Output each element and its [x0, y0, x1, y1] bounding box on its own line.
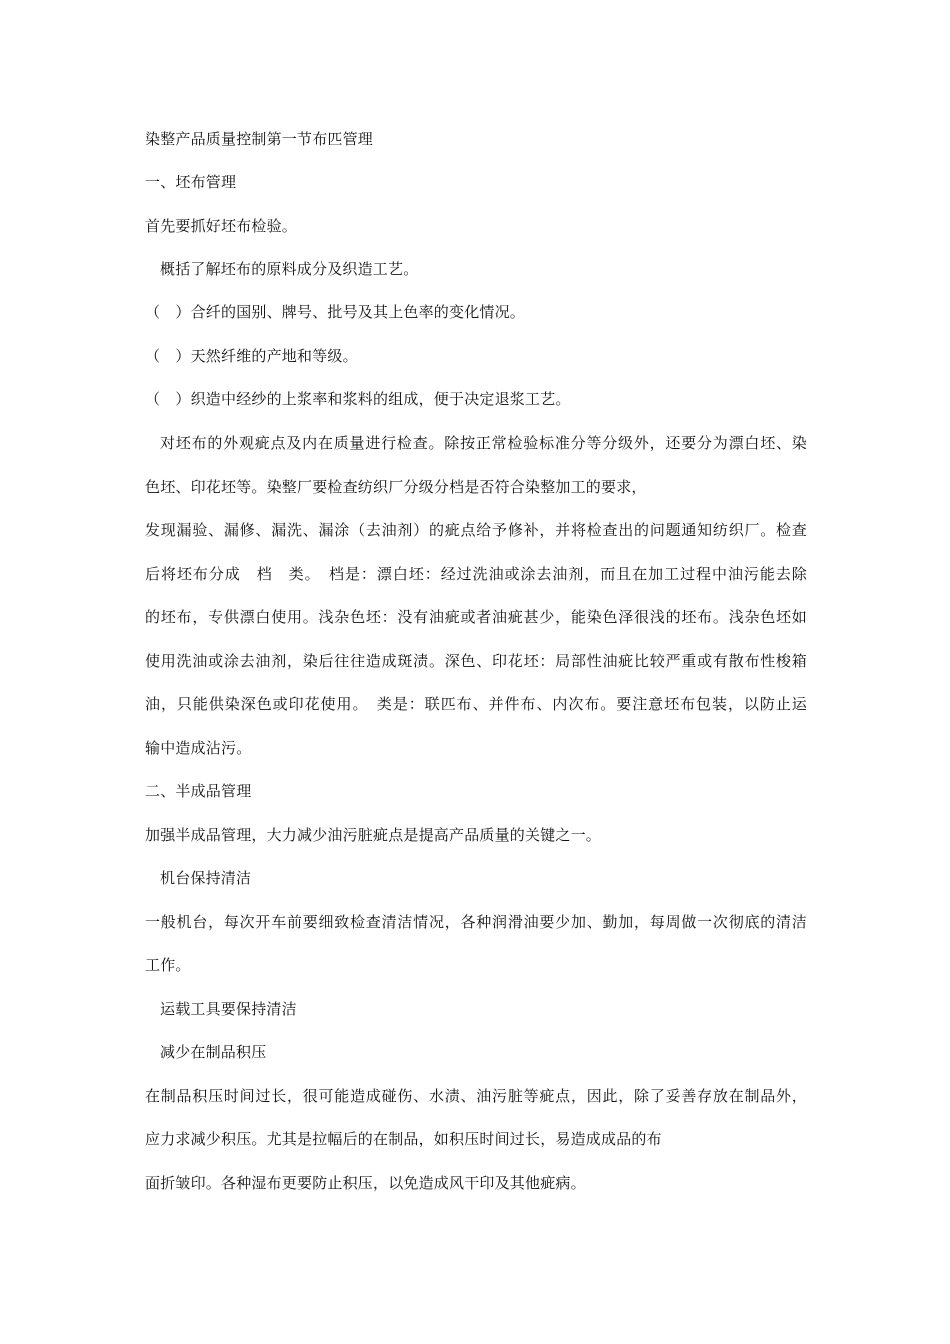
- text-line: 工作。: [145, 956, 191, 974]
- text-line: 油，只能供染深色或印花使用。 类是：联匹布、并件布、内次布。要注意坯布包装，以防止运: [145, 695, 807, 713]
- text-line: 使用洗油或涂去油剂，染后往往造成斑渍。深色、印花坯：局部性油疵比较严重或有散布性梭箱: [145, 652, 807, 670]
- text-line: 对坯布的外观疵点及内在质量进行检查。除按正常检验标准分等分级外，还要分为漂白坯、染: [160, 434, 807, 452]
- text-line: 色坯、印花坯等。染整厂要检查纺织厂分级分档是否符合染整加工的要求，: [145, 478, 647, 496]
- section-heading: 二、半成品管理: [145, 782, 252, 800]
- text-line: 后将坯布分成 档 类。 档是：漂白坯：经过洗油或涂去油剂，而且在加工过程中油污能去除: [145, 565, 807, 583]
- text-line: 加强半成品管理，大力减少油污脏疵点是提高产品质量的关键之一。: [145, 826, 602, 844]
- subheading: 机台保持清洁: [160, 869, 252, 887]
- document-title: 染整产品质量控制第一节布匹管理: [145, 130, 374, 148]
- text-line: 发现漏验、漏修、漏洗、漏涂（去油剂）的疵点给予修补，并将检查出的问题通知纺织厂。检查: [145, 521, 807, 539]
- text-line: 的坯布，专供漂白使用。浅杂色坯：没有油疵或者油疵甚少，能染色泽很浅的坯布。浅杂色坯如: [145, 608, 807, 626]
- text-line: 在制品积压时间过长，很可能造成碰伤、水渍、油污脏等疵点，因此，除了妥善存放在制品外，: [145, 1087, 807, 1105]
- text-line: 首先要抓好坯布检验。: [145, 217, 298, 235]
- section-heading: 一、坯布管理: [145, 173, 237, 191]
- text-line: （ ）天然纤维的产地和等级。: [145, 347, 358, 365]
- text-line: 输中造成沾污。: [145, 739, 252, 757]
- text-line: 面折皱印。各种湿布更要防止积压，以免造成风干印及其他疵病。: [145, 1174, 586, 1192]
- text-line: 一般机台，每次开车前要细致检查清洁情况，各种润滑油要少加、勤加，每周做一次彻底的清洁: [145, 913, 807, 931]
- text-line: （ ）合纤的国别、牌号、批号及其上色率的变化情况。: [145, 303, 526, 321]
- text-line: 应力求减少积压。尤其是拉幅后的在制品，如积压时间过长，易造成成品的布: [145, 1130, 662, 1148]
- text-line: 概括了解坯布的原料成分及织造工艺。: [160, 260, 419, 278]
- subheading: 运载工具要保持清洁: [160, 1000, 297, 1018]
- text-line: （ ）织造中经纱的上浆率和浆料的组成，便于决定退浆工艺。: [145, 390, 571, 408]
- subheading: 减少在制品积压: [160, 1043, 267, 1061]
